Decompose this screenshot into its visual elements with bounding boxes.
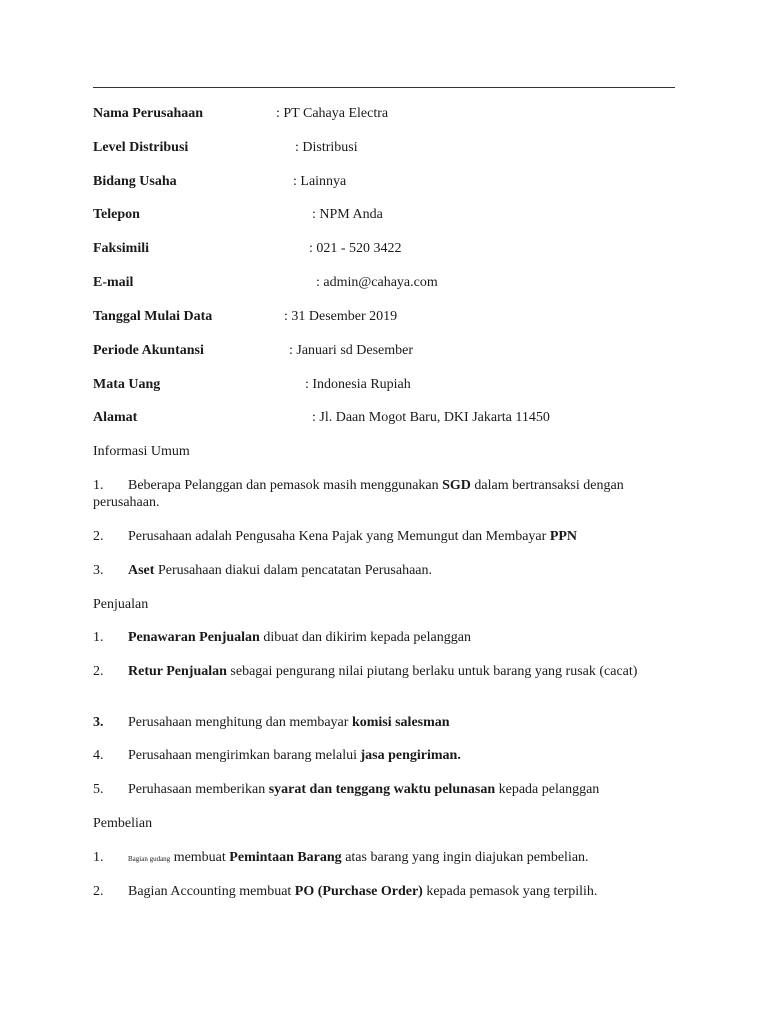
field-value: : NPM Anda xyxy=(312,207,383,222)
item-emphasis: Retur Penjualan xyxy=(128,664,227,679)
item-number: 1. xyxy=(93,630,104,645)
item-emphasis: jasa pengiriman. xyxy=(360,748,461,763)
item-text: dibuat dan dikirim kepada pelanggan xyxy=(259,630,471,645)
item-emphasis: syarat dan tenggang waktu pelunasan xyxy=(268,782,496,797)
field-faksimili xyxy=(93,240,402,257)
field-value: : Jl. Daan Mogot Baru, DKI Jakarta 11450 xyxy=(312,410,550,425)
field-level-distribusi xyxy=(93,139,358,156)
list-item xyxy=(93,629,471,646)
field-periode-akuntansi xyxy=(93,342,414,359)
list-item xyxy=(93,714,450,731)
field-telepon xyxy=(93,206,383,223)
field-value: : Distribusi xyxy=(295,140,358,155)
item-number: 2. xyxy=(93,884,104,899)
field-bidang-usaha xyxy=(93,173,347,190)
field-value: : Indonesia Rupiah xyxy=(305,377,411,392)
item-number: 1. xyxy=(93,478,104,493)
item-small-text: Bagian gudang xyxy=(128,855,171,863)
field-email xyxy=(93,274,438,291)
item-text: Perusahaan diakui dalam pencatatan Perusahaan. xyxy=(154,563,432,578)
field-label: E-mail xyxy=(93,275,134,290)
item-number: 2. xyxy=(93,664,104,679)
item-text: Perusahaan mengirimkan barang melalui xyxy=(128,748,361,763)
list-item xyxy=(93,747,461,764)
item-text: Bagian Accounting membuat xyxy=(128,884,295,899)
item-text: Peruhasaan memberikan xyxy=(128,782,269,797)
item-text: kepada pelanggan xyxy=(495,782,600,797)
field-label: Periode Akuntansi xyxy=(93,343,204,358)
item-emphasis: PO (Purchase Order) xyxy=(294,884,423,899)
item-number: 3. xyxy=(93,715,104,730)
list-item xyxy=(93,477,653,511)
item-text: atas barang yang ingin diajukan pembelian. xyxy=(341,850,589,865)
field-value: : admin@cahaya.com xyxy=(316,275,438,290)
item-emphasis: SGD xyxy=(442,478,471,493)
field-label: Alamat xyxy=(93,410,138,425)
list-item xyxy=(93,781,599,798)
item-emphasis: komisi salesman xyxy=(351,715,450,730)
item-number: 4. xyxy=(93,748,104,763)
section-heading-penjualan: Penjualan xyxy=(93,597,149,612)
item-emphasis: Aset xyxy=(128,563,155,578)
item-emphasis: Pemintaan Barang xyxy=(229,850,342,865)
item-number: 2. xyxy=(93,529,104,544)
item-number: 3. xyxy=(93,563,104,578)
field-label: Tanggal Mulai Data xyxy=(93,309,213,324)
field-value: : 021 - 520 3422 xyxy=(309,241,402,256)
list-item xyxy=(93,883,597,900)
field-label: Mata Uang xyxy=(93,377,161,392)
list-item xyxy=(93,528,577,545)
section-heading-informasi-umum: Informasi Umum xyxy=(93,444,190,459)
item-text: Perusahaan menghitung dan membayar xyxy=(128,715,352,730)
item-emphasis: Penawaran Penjualan xyxy=(128,630,260,645)
field-nama-perusahaan xyxy=(93,105,389,122)
section-heading-pembelian: Pembelian xyxy=(93,816,153,831)
item-text: membuat xyxy=(170,850,230,865)
field-value: : Januari sd Desember xyxy=(289,343,414,358)
field-label: Telepon xyxy=(93,207,140,222)
list-item xyxy=(93,562,432,579)
field-value: : PT Cahaya Electra xyxy=(276,106,389,121)
item-text: dalam bertransaksi dengan perusahaan. xyxy=(93,478,624,510)
item-number: 5. xyxy=(93,782,104,797)
item-number: 1. xyxy=(93,850,104,865)
list-item xyxy=(93,663,653,680)
item-text: kepada pemasok yang terpilih. xyxy=(422,884,598,899)
field-alamat xyxy=(93,409,550,426)
item-text: Beberapa Pelanggan dan pemasok masih menggunakan xyxy=(128,478,443,493)
field-value: : Lainnya xyxy=(293,174,347,189)
item-text: sebagai pengurang nilai piutang berlaku untuk barang yang rusak (cacat) xyxy=(226,664,638,679)
field-label: Faksimili xyxy=(93,241,150,256)
field-label: Level Distribusi xyxy=(93,140,189,155)
item-emphasis: PPN xyxy=(549,529,578,544)
list-item xyxy=(93,849,589,868)
field-value: : 31 Desember 2019 xyxy=(284,309,398,324)
header-rule xyxy=(93,87,675,88)
item-text: Perusahaan adalah Pengusaha Kena Pajak yang Memungut dan Membayar xyxy=(128,529,550,544)
field-label: Nama Perusahaan xyxy=(93,106,204,121)
field-tanggal-mulai-data xyxy=(93,308,398,325)
field-label: Bidang Usaha xyxy=(93,174,177,189)
field-mata-uang xyxy=(93,376,411,393)
